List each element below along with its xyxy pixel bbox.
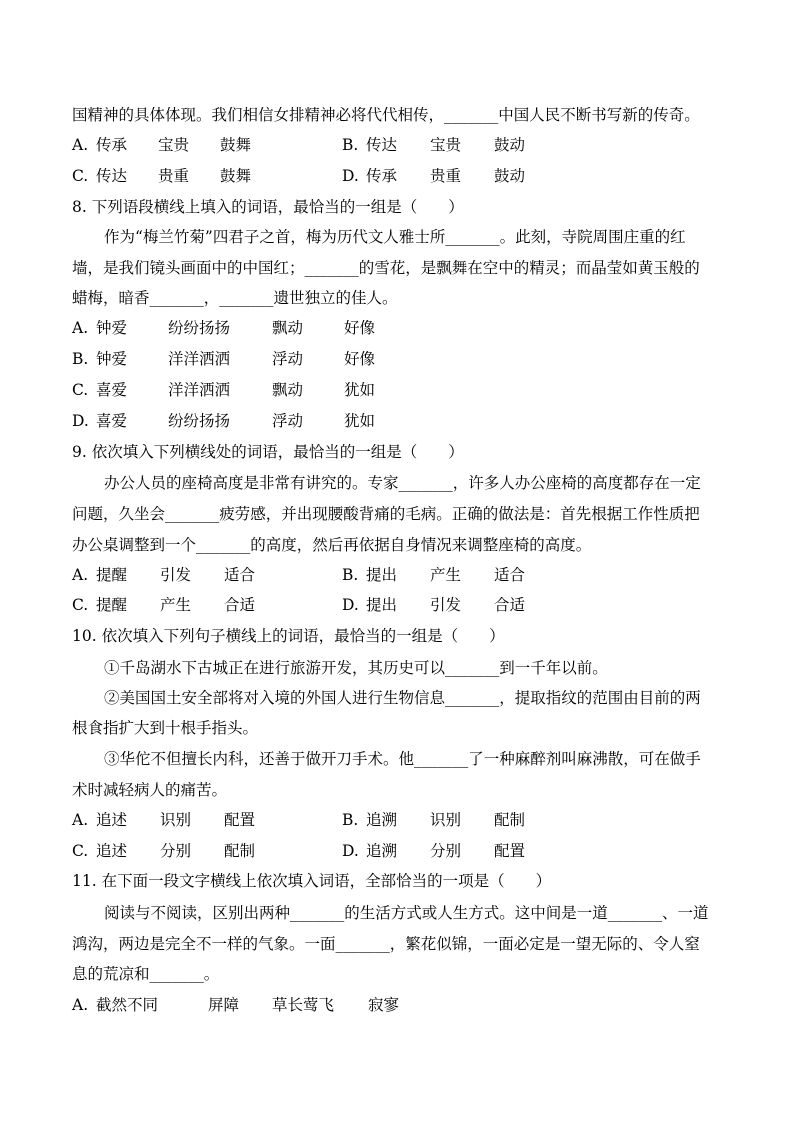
option-d: D. 追溯 分别 配置 [342, 842, 526, 860]
option-c: C. 传达 贵重 鼓舞 [72, 167, 252, 185]
text-line: 办公桌调整到一个_______的高度，然后再依据自身情况来调整座椅的高度。 [72, 536, 592, 554]
option-b: B. 追溯 识别 配制 [342, 811, 526, 829]
text-line: ①千岛湖水下古城正在进行旅游开发，其历史可以_______到一千年以前。 [104, 659, 608, 677]
option-d: D. 提出 引发 合适 [342, 596, 526, 614]
text-line: 根食指扩大到十根手指头。 [72, 719, 259, 737]
text-line: 息的荒凉和_______。 [72, 965, 220, 983]
option-a: A. 提醒 引发 适合 [72, 566, 256, 584]
text-line: 蜡梅，暗香_______，_______遗世独立的佳人。 [72, 289, 398, 307]
question-9: 9. 依次填入下列横线处的词语，最恰当的一组是（ ） [72, 443, 464, 461]
option-d: D. 传承 贵重 鼓动 [342, 167, 526, 185]
option-a: A. 截然不同 屏障 草长莺飞 寂寥 [72, 996, 400, 1014]
option-a: A. 传承 宝贵 鼓舞 [72, 136, 252, 154]
option-b: B. 钟爱 洋洋洒洒 浮动 好像 [72, 350, 376, 368]
text-line: 问题，久坐会_______疲劳感，并出现腰酸背痛的毛病。正确的做法是：首先根据工作性质把 [72, 505, 700, 523]
text-line: ②美国国土安全部将对入境的外国人进行生物信息_______，提取指纹的范围由目前的两 [104, 689, 701, 707]
text-line: 术时减轻病人的痛苦。 [72, 781, 228, 799]
text-line: 鸿沟，两边是完全不一样的气象。一面_______，繁花似锦，一面必定是一望无际的、令人窒 [72, 935, 700, 953]
question-8: 8. 下列语段横线上填入的词语，最恰当的一组是（ ） [72, 198, 464, 216]
text-line: 国精神的具体体现。我们相信女排精神必将代代相传，_______中国人民不断书写新的传奇。 [72, 106, 700, 124]
option-a: A. 追述 识别 配置 [72, 811, 256, 829]
option-b: B. 传达 宝贵 鼓动 [342, 136, 526, 154]
option-a: A. 钟爱 纷纷扬扬 飘动 好像 [72, 319, 376, 337]
text-line: ③华佗不但擅长内科，还善于做开刀手术。他_______了一种麻醉剂叫麻沸散，可在做手 [104, 750, 701, 768]
option-c: C. 喜爱 洋洋洒洒 飘动 犹如 [72, 381, 376, 399]
question-11: 11. 在下面一段文字横线上依次填入词语，全部恰当的一项是（ ） [72, 872, 552, 890]
text-line: 作为“梅兰竹菊”四君子之首，梅为历代文人雅士所_______。此刻，寺院周围庄重的红 [104, 228, 686, 246]
text-line: 阅读与不阅读，区别出两种_______的生活方式或人生方式。这中间是一道_______、一道 [104, 904, 709, 922]
text-line: 墙，是我们镜头画面中的中国红；_______的雪花，是飘舞在空中的精灵；而晶莹如黄玉般的 [72, 259, 700, 277]
option-d: D. 喜爱 纷纷扬扬 浮动 犹如 [72, 412, 376, 430]
question-10: 10. 依次填入下列句子横线上的词语，最恰当的一组是（ ） [72, 627, 505, 645]
text-line: 办公人员的座椅高度是非常有讲究的。专家_______，许多人办公座椅的高度都存在一定 [104, 474, 701, 492]
option-b: B. 提出 产生 适合 [342, 566, 526, 584]
option-c: C. 提醒 产生 合适 [72, 596, 256, 614]
option-c: C. 追述 分别 配制 [72, 842, 256, 860]
